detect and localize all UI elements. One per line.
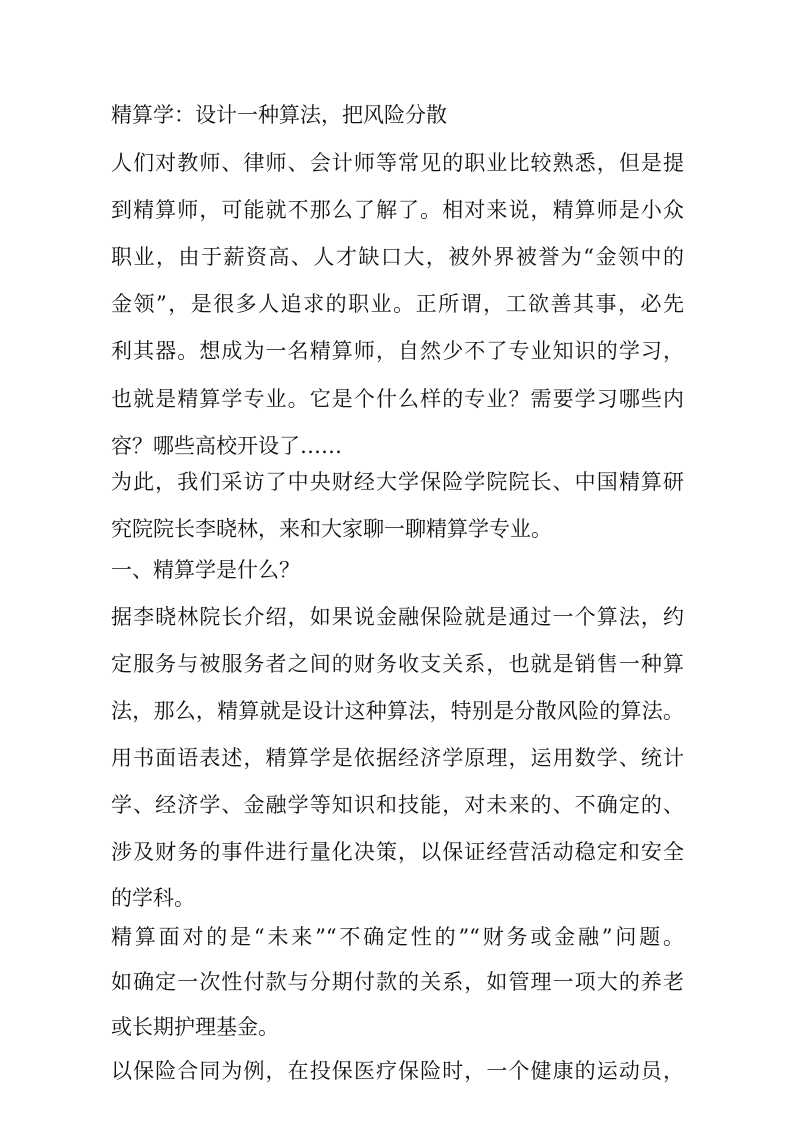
paragraph-line: 到精算师，可能就不那么了解了。相对来说，精算师是小众 (111, 198, 684, 222)
paragraph-line: 也就是精算学专业。它是个什么样的专业？需要学习哪些内 (111, 387, 684, 411)
paragraph-line: 精算面对的是“未来”“不确定性的”“财务或金融”问题。 (111, 925, 684, 949)
paragraph-line: 学、经济学、金融学等知识和技能，对未来的、不确定的、 (111, 793, 684, 817)
paragraph-line: 或长期护理基金。 (111, 1015, 279, 1039)
paragraph-line: 定服务与被服务者之间的财务收支关系，也就是销售一种算 (111, 652, 684, 676)
paragraph-line: 职业，由于薪资高、人才缺口大，被外界被誉为“金领中的 (111, 245, 684, 269)
paragraph-line: 据李晓林院长介绍，如果说金融保险就是通过一个算法，约 (111, 605, 684, 629)
paragraph-line: 容？哪些高校开设了…… (111, 434, 342, 458)
paragraph-line: 用书面语表述，精算学是依据经济学原理，运用数学、统计 (111, 746, 684, 770)
section-heading: 一、精算学是什么？ (111, 558, 300, 582)
paragraph-line: 金领”，是很多人追求的职业。正所谓，工欲善其事，必先 (111, 292, 684, 316)
paragraph-line: 涉及财务的事件进行量化决策，以保证经营活动稳定和安全 (111, 840, 684, 864)
paragraph-line: 法，那么，精算就是设计这种算法，特别是分散风险的算法。 (111, 699, 684, 723)
paragraph-line: 如确定一次性付款与分期付款的关系，如管理一项大的养老 (111, 970, 684, 994)
paragraph-line: 的学科。 (111, 886, 195, 910)
document-title: 精算学：设计一种算法，把风险分散 (111, 103, 447, 127)
paragraph-line: 人们对教师、律师、会计师等常见的职业比较熟悉，但是提 (111, 151, 684, 175)
paragraph-line: 为此，我们采访了中央财经大学保险学院院长、中国精算研 (111, 470, 684, 494)
paragraph-line: 利其器。想成为一名精算师，自然少不了专业知识的学习， (111, 339, 684, 363)
paragraph-line: 以保险合同为例，在投保医疗保险时，一个健康的运动员， (111, 1059, 684, 1083)
paragraph-line: 究院院长李晓林，来和大家聊一聊精算学专业。 (111, 517, 552, 541)
